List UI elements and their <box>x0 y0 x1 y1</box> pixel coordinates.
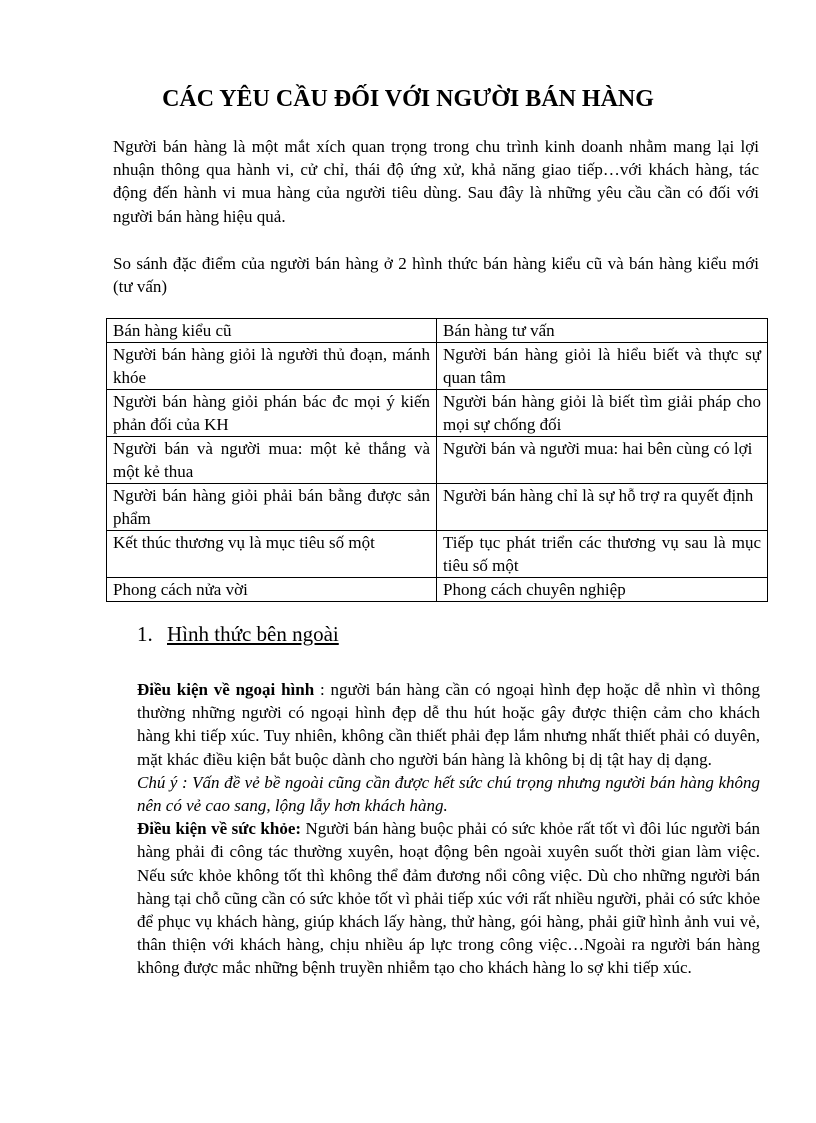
table-cell: Phong cách chuyên nghiệp <box>437 578 768 602</box>
comparison-table <box>106 318 768 602</box>
note-text: Chú ý : Vấn đề vẻ bề ngoài cũng cần được hết sức chú trọng nhưng người bán hàng không nên có vẻ cao sang, lộng lẫy hơn khách hàng. <box>137 772 760 816</box>
table-row <box>107 578 768 602</box>
table-row <box>107 343 768 390</box>
section-1-title: Hình thức bên ngoài <box>167 622 339 646</box>
appearance-paragraph <box>137 678 760 771</box>
section-1-heading <box>137 620 339 648</box>
appearance-text: : người bán hàng cần có ngoại hình đẹp hoặc dễ nhìn vì thông thường những người có ngoại hình đẹp dễ thu hút hoặc gây được thiện cảm cho khách hàng khi tiếp xúc. Tuy nhiên, không cần thiết phải đẹp lắm nhưng nhất thiết phải có duyên, mặt khác điều kiện bắt buộc dành cho người bán hàng là không bị dị tật hay dị dạng. <box>137 680 760 769</box>
table-row <box>107 390 768 437</box>
table-cell: Người bán hàng chỉ là sự hỗ trợ ra quyết định <box>437 484 768 531</box>
appearance-label: Điều kiện về ngoại hình <box>137 680 315 699</box>
table-cell: Người bán hàng giỏi phán bác đc mọi ý kiến phản đối của KH <box>107 390 437 437</box>
document-title: CÁC YÊU CẦU ĐỐI VỚI NGƯỜI BÁN HÀNG <box>162 86 654 112</box>
note-paragraph <box>137 771 760 817</box>
intro-paragraph: Người bán hàng là một mắt xích quan trọng trong chu trình kinh doanh nhằm mang lại lợi nhuận thông qua hành vi, cử chỉ, thái độ ứng xử, khả năng giao tiếp…với khách hàng, tác động đến hành vi mua hàng của người tiêu dùng. Sau đây là những yêu cầu cần có đối với người bán hàng hiệu quả. <box>113 137 759 226</box>
section-1-body <box>137 678 760 980</box>
table-row <box>107 531 768 578</box>
table-header-row <box>107 319 768 343</box>
table-cell: Tiếp tục phát triển các thương vụ sau là mục tiêu số một <box>437 531 768 578</box>
header-cell-consultative-selling: Bán hàng tư vấn <box>437 319 768 343</box>
table-row <box>107 484 768 531</box>
table-cell: Người bán và người mua: hai bên cùng có lợi <box>437 437 768 484</box>
comparison-intro-paragraph: So sánh đặc điểm của người bán hàng ở 2 hình thức bán hàng kiểu cũ và bán hàng kiểu mới (tư vấn) <box>113 254 759 297</box>
table-row <box>107 437 768 484</box>
table-cell: Người bán hàng giỏi là hiểu biết và thực sự quan tâm <box>437 343 768 390</box>
table-cell: Người bán hàng giỏi là biết tìm giải pháp cho mọi sự chống đối <box>437 390 768 437</box>
header-cell-old-selling: Bán hàng kiểu cũ <box>107 319 437 343</box>
health-label: Điều kiện về sức khỏe: <box>137 819 302 839</box>
health-text: Người bán hàng buộc phải có sức khỏe rất tốt vì đôi lúc người bán hàng phải đi công tác thường xuyên, hoạt động bên ngoài xuyên suốt thời gian làm việc. Nếu sức khỏe không tốt thì không thể đảm đương nổi công việc. Dù cho những người bán hàng tại chỗ cũng cần có sức khỏe tốt vì phải tiếp xúc với rất nhiều người, phải có sức khỏe để phục vụ khách hàng, giúp khách lấy hàng, thử hàng, gói hàng, phải giữ hình ảnh vui vẻ, thân thiện với khách hàng, chịu nhiều áp lực trong công việc…Ngoài ra người bán hàng không được mắc những bệnh truyền nhiễm tạo cho khách hàng lo sợ khi tiếp xúc. <box>137 819 761 978</box>
table-cell: Người bán và người mua: một kẻ thắng và một kẻ thua <box>107 437 437 484</box>
table-cell: Người bán hàng giỏi là người thủ đoạn, mánh khóe <box>107 343 437 390</box>
table-cell: Phong cách nửa vời <box>107 578 437 602</box>
table-cell: Người bán hàng giỏi phải bán bằng được sản phẩm <box>107 484 437 531</box>
health-paragraph <box>137 817 760 979</box>
section-1-number: 1. <box>137 622 153 646</box>
table-cell: Kết thúc thương vụ là mục tiêu số một <box>107 531 437 578</box>
